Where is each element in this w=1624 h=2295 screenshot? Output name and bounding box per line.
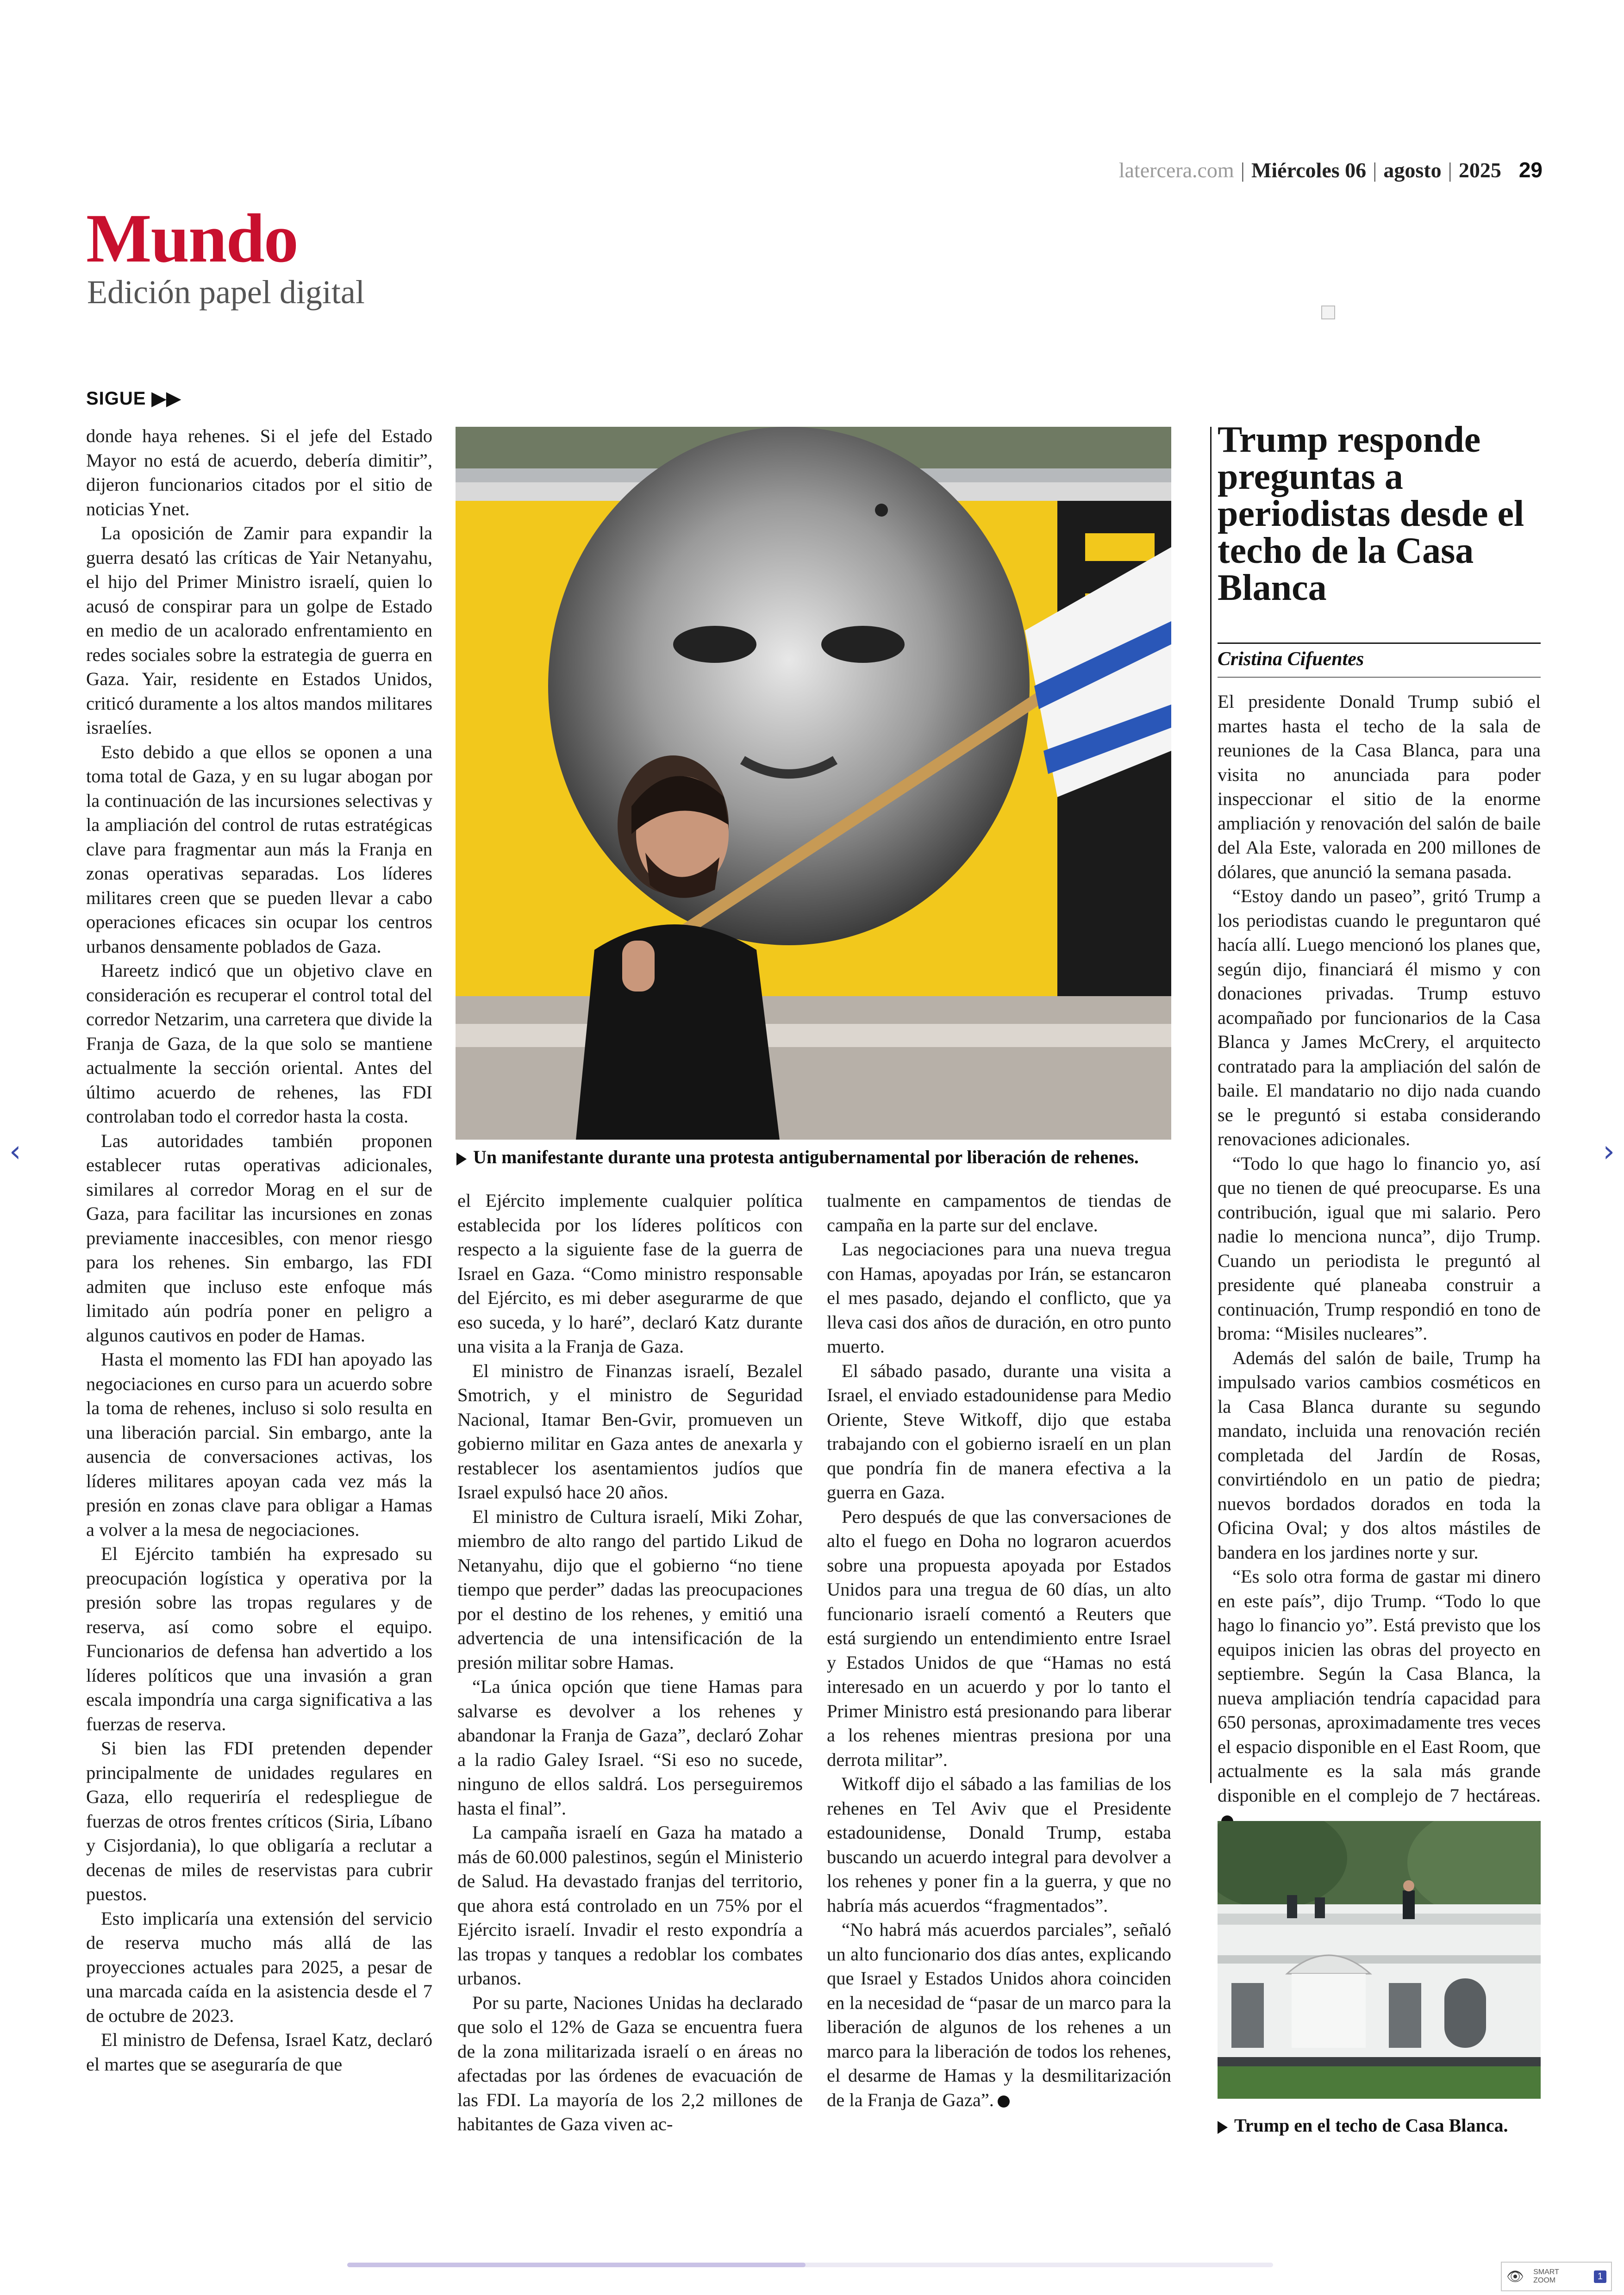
paragraph: Por su parte, Naciones Unidas ha declarado que solo el 12% de Gaza se encuentra fuera de la zona militarizada israelí o en áreas no afectadas por las órdenes de evacuación de las FDI. La mayoría de los 2,2 millones de habitantes de Gaza viven ac- bbox=[457, 1992, 803, 2134]
paragraph: El sábado pasado, durante una visita a Israel, el enviado estadounidense para Medio Oriente, Steve Witkoff, dijo que estaba trabajando con el gobierno israelí en un plan que pondría fin de manera efectiva a la guerra en Gaza. bbox=[827, 1360, 1171, 1503]
smart-zoom-button[interactable] bbox=[1501, 2262, 1612, 2291]
paragraph: “Es solo otra forma de gastar mi dinero en este país”, dijo Trump. “Todo lo que hago lo financio yo”. Está previsto que los equipos inicien las obras del proyecto en septiembre. Según la Casa Blanca, la nueva ampliación tendría capacidad para 650 personas, aproximadamente tres veces el espacio disponible en el East Room, que actualmente es la sala más grande disponible en el complejo de 7 hectáreas. bbox=[1218, 1565, 1541, 1832]
paragraph: Si bien las FDI pretenden depender principalmente de unidades regulares en Gaza, ello requeriría el redespliegue de fuerzas de otros frentes críticos (Siria, Líbano y Cisjordania), lo que obligaría a reclutar a decenas de miles de reservistas para cubrir puestos. bbox=[86, 1738, 432, 1904]
byline-rule bbox=[1218, 642, 1541, 644]
paragraph: “La única opción que tiene Hamas para salvarse es devolver a los rehenes y abandonar la Franja de Gaza”, declaró Zohar a la radio Galey Israel. “Si eso no sucede, ninguno de ellos saldrá. Los perseguiremos hasta el final”. bbox=[457, 1676, 803, 1819]
paragraph: el Ejército implemente cualquier política establecida por los líderes políticos con respecto a la siguiente fase de la guerra de Israel en Gaza. “Como ministro responsable del Ejército, es mi deber asegurarme de que eso suceda, y lo haré”, declaró Katz durante una visita a la Franja de Gaza. bbox=[457, 1190, 803, 1357]
issue-month: agosto bbox=[1383, 158, 1442, 182]
paragraph: Pero después de que las conversaciones de alto el fuego en Doha no lograron acuerdos sobre una propuesta apoyada por Estados Unidos para una tregua de 60 días, un alto funcionario israelí comentó a Reuters que está surgiendo un entendimiento entre Israel y Estados Unidos de que “Hamas no está interesado en un acuerdo y por lo tanto el Primer Ministro está presionando para liberar a los rehenes mientras presiona por una derrota militar”. bbox=[827, 1506, 1171, 1770]
bookmark-icon[interactable] bbox=[1321, 306, 1335, 319]
caption-arrow-icon bbox=[456, 1153, 467, 1166]
paragraph: “Estoy dando un paseo”, gritó Trump a los periodistas cuando le preguntaron qué hacía allí. Luego mencionó los planes que, según dijo, financiará él mismo y con donaciones privadas. Trump estuvo acompañado por funcionarios de la Casa Blanca y James McCrery, el arquitecto contratado para la ampliación del salón de baile. El mandatario no dijo nada cuando se le preguntó si estaba considerando renovaciones adicionales. bbox=[1218, 886, 1541, 1149]
separator: | bbox=[1240, 158, 1245, 182]
end-mark-icon bbox=[998, 2095, 1010, 2108]
double-arrow-icon: ▶▶ bbox=[151, 388, 181, 409]
next-page-icon[interactable]: › bbox=[1603, 1135, 1615, 1169]
sidebar-headline: Trump responde preguntas a periodistas desde el techo de la Casa Blanca bbox=[1218, 419, 1524, 608]
paragraph: El ministro de Cultura israelí, Miki Zohar, miembro de alto rango del partido Likud de Netanyahu, dijo que el gobierno “no tiene tiempo que perder” dadas las preocupaciones por el destino de los rehenes, y emitió una advertencia de una intensificación de la presión militar sobre Hamas. bbox=[457, 1506, 803, 1673]
caption-arrow-icon bbox=[1218, 2121, 1228, 2134]
paragraph: La campaña israelí en Gaza ha matado a más de 60.000 palestinos, según el Ministerio de Salud. Ha devastado franjas del territorio, que ahora está controlado en un 75% por el Ejército israelí. Invadir el resto expondría a las tropas y tanques a redoblar los combates urbanos. bbox=[457, 1822, 803, 1989]
paragraph: El Ejército también ha expresado su preocupación logística y operativa por la presión sobre las tropas regulares y de reserva, así como sobre el equipo. Funcionarios de defensa han advertido a los líderes políticos que una invasión a gran escala impondría una carga significativa a las fuerzas de reserva. bbox=[86, 1543, 432, 1734]
photo-caption: Trump en el techo de Casa Blanca. bbox=[1218, 2114, 1541, 2136]
separator: | bbox=[1448, 158, 1452, 182]
photo-caption: Un manifestante durante una protesta antigubernamental por liberación de rehenes. bbox=[456, 1146, 1172, 1168]
paragraph: “Todo lo que hago lo financio yo, así que no tienen de qué preocuparse. Es una contribución, igual que mi salario. Pero nadie lo menciona nunca”, dijo Trump. Cuando un periodista le preguntó al presidente qué planeaba construir a continuación, Trump respondió en tono de broma: “Misiles nucleares”. bbox=[1218, 1153, 1541, 1344]
separator: | bbox=[1373, 158, 1377, 182]
byline: Cristina Cifuentes bbox=[1218, 649, 1364, 670]
paragraph: Las negociaciones para una nueva tregua con Hamas, apoyadas por Irán, se estancaron el mes pasado, dejando el conflicto, que ya lleva casi dos años de duración, en otro punto muerto. bbox=[827, 1239, 1171, 1357]
article-column-3 bbox=[827, 1189, 1171, 2112]
previous-page-icon[interactable]: ‹ bbox=[9, 1135, 21, 1169]
sidebar-article-body bbox=[1218, 690, 1541, 1832]
white-house-photo bbox=[1218, 1821, 1541, 2099]
paragraph: Además del salón de baile, Trump ha impulsado varios cambios cosméticos en la Casa Blanca durante su segundo mandato, incluida una renovación recién completada del Jardín de Rosas, convirtiéndolo en un patio de piedra; nuevos bordados dorados en toda la Oficina Oval; y dos altos mástiles de bandera en los jardines norte y sur. bbox=[1218, 1347, 1541, 1563]
byline-rule bbox=[1218, 677, 1541, 678]
page-number: 29 bbox=[1518, 158, 1543, 182]
eye-icon: 👁 bbox=[1506, 2269, 1524, 2284]
paragraph: donde haya rehenes. Si el jefe del Estado Mayor no está de acuerdo, debería dimitir”, dijeron funcionarios citados por el sitio de noticias Ynet. bbox=[86, 425, 432, 519]
paragraph: Hasta el momento las FDI han apoyado las negociaciones en curso para un acuerdo sobre la toma de rehenes, incluso si solo resulta en una liberación parcial. Sin embargo, ante la ausencia de conversaciones activas, los líderes militares apoyan cada vez más la presión en zonas clave para obligar a Hamas a volver a la mesa de negociaciones. bbox=[86, 1349, 432, 1540]
paragraph: Esto debido a que ellos se oponen a una toma total de Gaza, y en su lugar abogan por la continuación de las incursiones selectivas y la ampliación del control de rutas estratégicas clave para fragmentar aun más la Franja en zonas operativas separadas. Los líderes militares creen que se pueden llevar a cabo operaciones eficaces sin ocupar los centros urbanos densamente poblados de Gaza. bbox=[86, 741, 432, 957]
section-subtitle: Edición papel digital bbox=[87, 274, 365, 311]
paragraph: El presidente Donald Trump subió el martes hasta el techo de la sala de reuniones de la Casa Blanca, para una visita no anunciada para poder inspeccionar el sitio de la enorme ampliación y renovación del salón de baile del Ala Este, valorada en 200 millones de dólares, que anunció la semana pasada. bbox=[1218, 691, 1541, 882]
sidebar-divider bbox=[1210, 427, 1212, 1783]
paragraph: Hareetz indicó que un objetivo clave en consideración es recuperar el control total del corredor Netzarim, una carretera que divide la Franja de Gaza, de la que solo se mantiene actualmente la sección oriental. Antes del último acuerdo de rehenes, las FDI controlaban todo el corredor hasta la costa. bbox=[86, 960, 432, 1127]
issue-year: 2025 bbox=[1458, 158, 1501, 182]
paragraph: “No habrá más acuerdos parciales”, señaló un alto funcionario dos días antes, explicando que Israel y Estados Unidos ahora coinciden en la necesidad de “pasar de un marco para la liberación de algunos de los rehenes a un marco para la liberación de todos los rehenes, el desarme de Hamas y la desmilitarización de la Franja de Gaza”. bbox=[827, 1919, 1171, 2110]
paragraph: La oposición de Zamir para expandir la guerra desató las críticas de Yair Netanyahu, el hijo del Primer Ministro israelí, quien lo acusó de conspirar para un golpe de Estado en medio de un acalorado enfrentamiento en redes sociales sobre la estrategia de guerra en Gaza. Yair, residente en Estados Unidos, criticó duramente a los altos mandos militares israelíes. bbox=[86, 523, 432, 738]
issue-weekday: Miércoles 06 bbox=[1251, 158, 1367, 182]
paragraph: Las autoridades también proponen establecer rutas operativas adicionales, similares al corredor Morag en el sur de Gaza, para facilitar las incursiones en zonas previamente inaccesibles, con menor riesgo para los rehenes. Sin embargo, las FDI admiten que incluso este enfoque más limitado aún podría poner en peligro a algunos cautivos en poder de Hamas. bbox=[86, 1130, 432, 1346]
continued-label: SIGUE ▶▶ bbox=[86, 388, 181, 409]
section-title: Mundo bbox=[86, 200, 298, 277]
smart-zoom-label: SMART ZOOM bbox=[1533, 2268, 1559, 2284]
paragraph: Esto implicaría una extensión del servicio de reserva mucho más allá de las proyecciones actuales para 2025, a pesar de una marcada caída en la asistencia desde el 7 de octubre de 2023. bbox=[86, 1908, 432, 2026]
page-header-meta bbox=[1119, 157, 1543, 182]
article-column-1 bbox=[86, 424, 432, 2077]
paragraph: Witkoff dijo el sábado a las familias de los rehenes en Tel Aviv que el Presidente estadounidense, Donald Trump, estaba buscando un acuerdo integral para devolver a los rehenes y poner fin a la guerra, y que no habría más acuerdos “fragmentados”. bbox=[827, 1773, 1171, 1916]
paragraph: El ministro de Defensa, Israel Katz, declaró el martes que se aseguraría de que bbox=[86, 2029, 432, 2075]
paragraph: tualmente en campamentos de tiendas de campaña en la parte sur del enclave. bbox=[827, 1190, 1171, 1235]
site-name: latercera.com bbox=[1118, 158, 1234, 182]
page-scrollbar-thumb[interactable] bbox=[347, 2263, 806, 2267]
paragraph: El ministro de Finanzas israelí, Bezalel Smotrich, y el ministro de Seguridad Nacional, Itamar Ben-Gvir, promueven un gobierno militar en Gaza antes de anexarla y restablecer los asentamientos judíos que Israel expulsó hace 20 años. bbox=[457, 1360, 803, 1503]
smart-zoom-count: 1 bbox=[1594, 2270, 1606, 2283]
protest-photo bbox=[456, 427, 1171, 1140]
article-column-2 bbox=[457, 1189, 803, 2137]
